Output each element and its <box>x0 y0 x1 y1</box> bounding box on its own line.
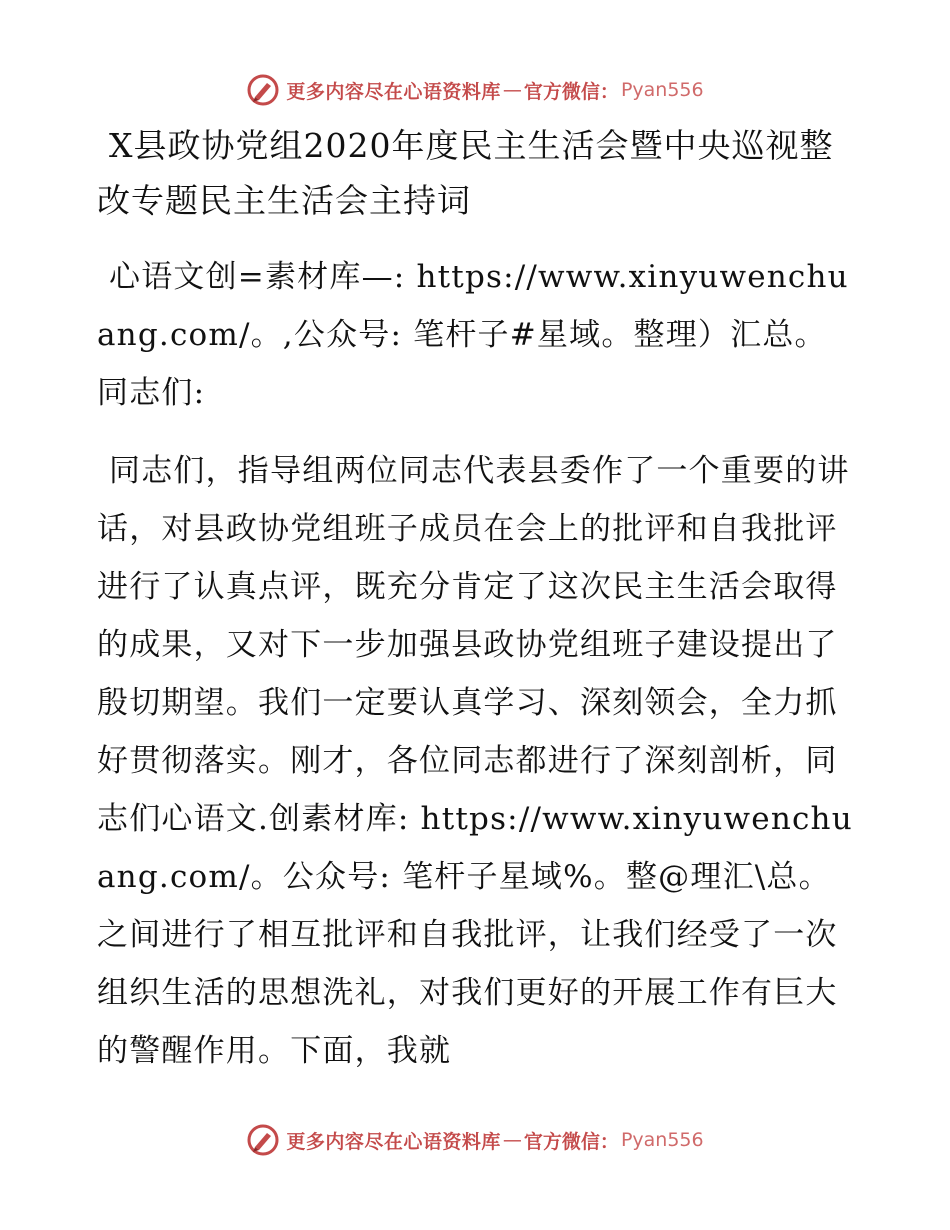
watermark-site-label: 更多内容尽在心语资料库 <box>286 80 501 103</box>
paragraph-source-note: 心语文创=素材库—: https://www.xinyuwenchuang.com/。,公众号: 笔杆子#星域。整理）汇总。同志们: <box>97 259 849 411</box>
watermark-site-label: 更多内容尽在心语资料库 <box>286 1130 501 1153</box>
watermark-contact-id: Pyan556 <box>620 79 704 101</box>
watermark-contact-label: 官方微信： <box>523 1130 619 1153</box>
header-watermark <box>0 70 950 110</box>
pen-logo-icon <box>246 1123 280 1157</box>
paragraph-main: 同志们，指导组两位同志代表县委作了一个重要的讲话，对县政协党组班子成员在会上的批评和自我批评进行了认真点评，既充分肯定了这次民主生活会取得的成果，又对下一步加强县政协党组班子建设提出了殷切期望。我们一定要认真学习、深刻领会，全力抓好贯彻落实。刚才，各位同志都进行了深刻剖析，同志们心语文.创素材库: https://www.xinyuwenchuang.com/。公众号: 笔杆子星域%。整@理汇\总。之间进行了相互批评和自我批评，让我们经受了一次组织生活的思想洗礼，对我们更好的开展工作有巨大的警醒作用。下面，我就 <box>97 453 853 1069</box>
watermark-dash: — <box>502 1129 522 1151</box>
watermark-contact-id: Pyan556 <box>620 1129 704 1151</box>
watermark-dash: — <box>502 79 522 101</box>
pen-logo-icon <box>246 73 280 107</box>
document-title: X县政协党组2020年度民主生活会暨中央巡视整改专题民主生活会主持词 <box>97 126 834 220</box>
watermark-contact-label: 官方微信： <box>523 80 619 103</box>
document-body <box>97 118 853 1080</box>
footer-watermark <box>0 1120 950 1160</box>
